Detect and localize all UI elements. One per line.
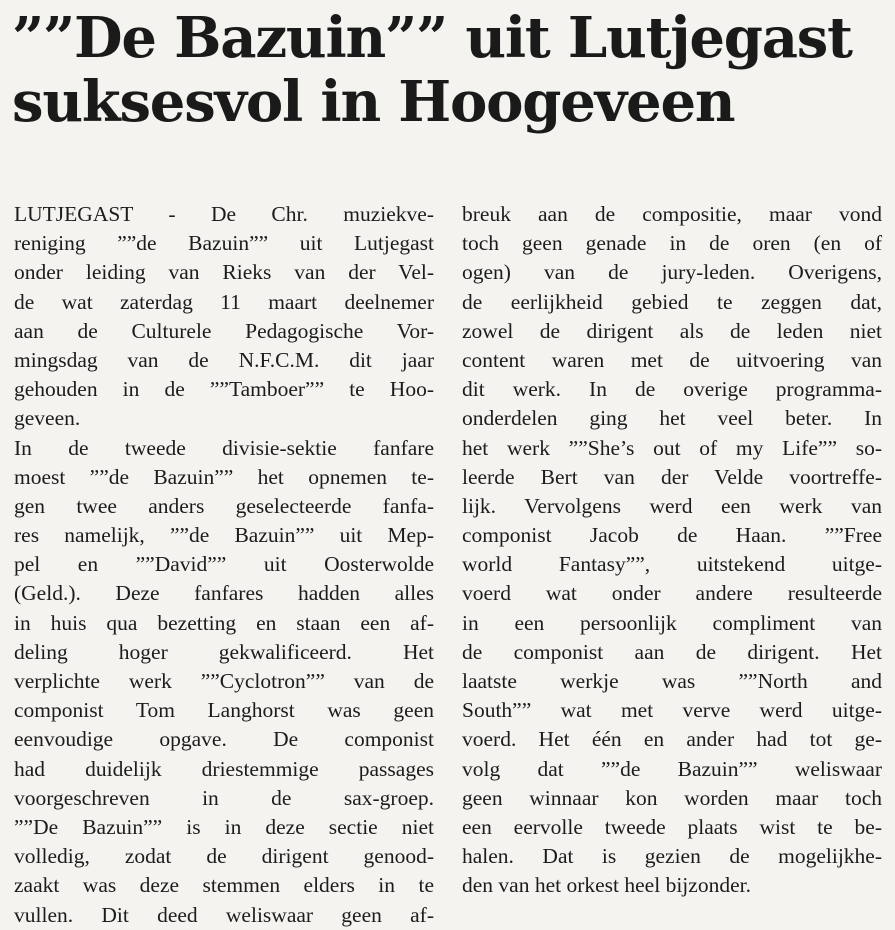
text-line: componist Tom Langhorst was geen [14, 698, 434, 723]
article-column-right [462, 200, 882, 901]
text-line: pel en ””David”” uit Oosterwolde [14, 552, 434, 577]
text-line: volledig, zodat de dirigent genood- [14, 844, 434, 869]
text-line: res namelijk, ””de Bazuin”” uit Mep- [14, 523, 434, 548]
text-line: volg dat ””de Bazuin”” weliswaar [462, 756, 882, 781]
text-line: lijk. Vervolgens werd een werk van [462, 493, 882, 518]
text-line: onderdelen ging het veel beter. In [462, 406, 882, 431]
text-line: had duidelijk driestemmige passages [14, 756, 434, 781]
text-line: den van het orkest heel bijzonder. [462, 873, 751, 898]
text-line: breuk aan de compositie, maar vond [462, 202, 882, 226]
article-headline [12, 6, 882, 134]
text-line: gen twee anders geselecteerde fanfa- [14, 493, 434, 518]
text-line: voerd. Het één en ander had tot ge- [462, 727, 882, 752]
text-line: In de tweede divisie-sektie fanfare [14, 435, 434, 460]
text-line: geen winnaar kon worden maar toch [462, 785, 882, 810]
text-line: voerd wat onder andere resulteerde [462, 581, 882, 606]
text-line: content waren met de uitvoering van [462, 347, 882, 372]
text-line: reniging ””de Bazuin”” uit Lutjegast [14, 231, 434, 256]
text-line: in huis qua bezetting en staan een af- [14, 610, 434, 635]
headline-line-1: ””De Bazuin”” uit Lutjegast [12, 5, 852, 71]
text-line: zaakt was deze stemmen elders in te [14, 873, 434, 898]
text-line: leerde Bert van der Velde voortreffe- [462, 464, 882, 489]
text-line: onder leiding van Rieks van der Vel- [14, 260, 434, 285]
text-line: laatste werkje was ””North and [462, 669, 882, 693]
text-line: ogen) van de jury-leden. Overigens, [462, 260, 882, 285]
text-line: dit werk. In de overige programma- [462, 377, 882, 402]
text-line: in een persoonlijk compliment van [462, 610, 882, 635]
text-line: South”” wat met verve werd uitge- [462, 698, 882, 723]
text-line: zowel de dirigent als de leden niet [462, 318, 882, 343]
text-line: aan de Culturele Pedagogische Vor- [14, 318, 434, 343]
text-line: moest ””de Bazuin”” het opnemen te- [14, 464, 434, 489]
text-line: het werk ””She’s out of my Life”” so- [462, 435, 882, 460]
text-line: gehouden in de ””Tamboer”” te Hoo- [14, 377, 434, 402]
text-line: deling hoger gekwalificeerd. Het [14, 639, 434, 664]
text-line: een eervolle tweede plaats wist te be- [462, 814, 882, 839]
text-line: ””De Bazuin”” is in deze sectie niet [14, 814, 434, 839]
text-line: halen. Dat is gezien de mogelijkhe- [462, 844, 882, 869]
text-line: mingsdag van de N.F.C.M. dit jaar [14, 347, 434, 372]
text-line: de wat zaterdag 11 maart deelnemer [14, 289, 434, 314]
text-line: world Fantasy””, uitstekend uitge- [462, 552, 882, 577]
text-line: (Geld.). Deze fanfares hadden alles [14, 581, 434, 606]
text-line: toch geen genade in de oren (en of [462, 231, 882, 256]
text-line: voorgeschreven in de sax-groep. [14, 785, 434, 810]
text-line: vullen. Dit deed weliswaar geen af- [14, 902, 434, 927]
text-line: eenvoudige opgave. De componist [14, 727, 434, 752]
article-column-left [14, 200, 434, 930]
text-line: de componist aan de dirigent. Het [462, 639, 882, 664]
text-line: LUTJEGAST - De Chr. muziekve- [14, 202, 434, 226]
text-line: verplichte werk ””Cyclotron”” van de [14, 669, 434, 693]
headline-line-2: suksesvol in Hoogeveen [12, 69, 735, 135]
text-line: geveen. [14, 406, 81, 431]
text-line: componist Jacob de Haan. ””Free [462, 523, 882, 548]
text-line: de eerlijkheid gebied te zeggen dat, [462, 289, 882, 314]
